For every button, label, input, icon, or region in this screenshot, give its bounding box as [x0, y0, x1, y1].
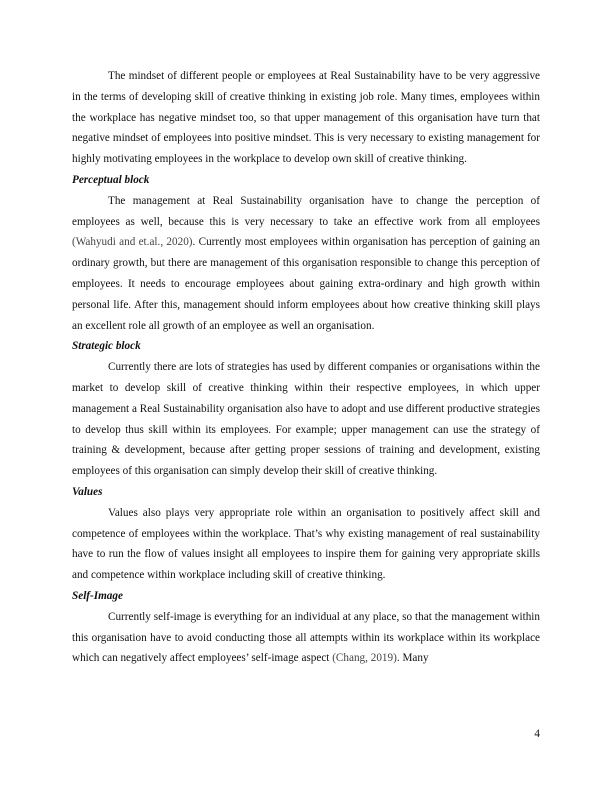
heading-values: Values: [72, 485, 103, 498]
paragraph-perceptual-block: [72, 191, 540, 337]
paragraph-text: Currently self-image is everything for an individual at any place, so that the management within this organisation have to avoid conducting those all attempts within its workplace within its workplace which can negatively affect employees’ self-image aspect: [72, 610, 540, 665]
heading-strategic-block: Strategic block: [72, 340, 141, 353]
page-number: 4: [534, 728, 540, 740]
paragraph-strategic-block: Currently there are lots of strategies has used by different companies or organisations within the market to develop skill of creative thinking within their respective employees, in which upper management a Real Sustainability organisation also have to adopt and use different productive strategies to develop thus skill within its employees. For example; upper management can use the strategy of training & development, because after getting proper sessions of training and development, existing employees of this organisation can simply develop their skill of creative thinking.: [72, 361, 540, 478]
document-body: [72, 66, 540, 669]
heading-perceptual-block: Perceptual block: [72, 173, 150, 186]
paragraph-mindset: The mindset of different people or employees at Real Sustainability have to be very aggressive in the terms of developing skill of creative thinking in existing job role. Many times, employees within the workplace has negative mindset too, so that upper management of this organisation have turn that negative mindset of employees into positive mindset. This is very necessary to existing management for highly motivating employees in the workplace to develop own skill of creative thinking.: [72, 70, 540, 166]
paragraph-text: The management at Real Sustainability organisation have to change the perception of employees as well, because this is very necessary to take an effective work from all employees: [72, 194, 540, 228]
paragraph-text: . Currently most employees within organisation has perception of gaining an ordinary growth, but there are management of this organisation responsible to change this perception of employees. It needs to encourage employees about gaining extra-ordinary and high growth within personal life. After this, management should inform employees about how creative thinking skill plays an excellent role all growth of an employee as well an organisation.: [72, 236, 540, 332]
paragraph-values: Values also plays very appropriate role within an organisation to positively affect skill and competence of employees within the workplace. That’s why existing management of real sustainability have to run the flow of values insight all employees to inspire them for gaining very appropriate skills and competence within workplace including skill of creative thinking.: [72, 506, 540, 582]
heading-self-image: Self-Image: [72, 589, 123, 602]
paragraph-self-image: [72, 607, 540, 669]
citation-chang: (Chang, 2019): [332, 652, 397, 665]
paragraph-text: . Many: [396, 652, 429, 665]
citation-wahyudi: (Wahyudi and et.al., 2020): [72, 236, 193, 249]
